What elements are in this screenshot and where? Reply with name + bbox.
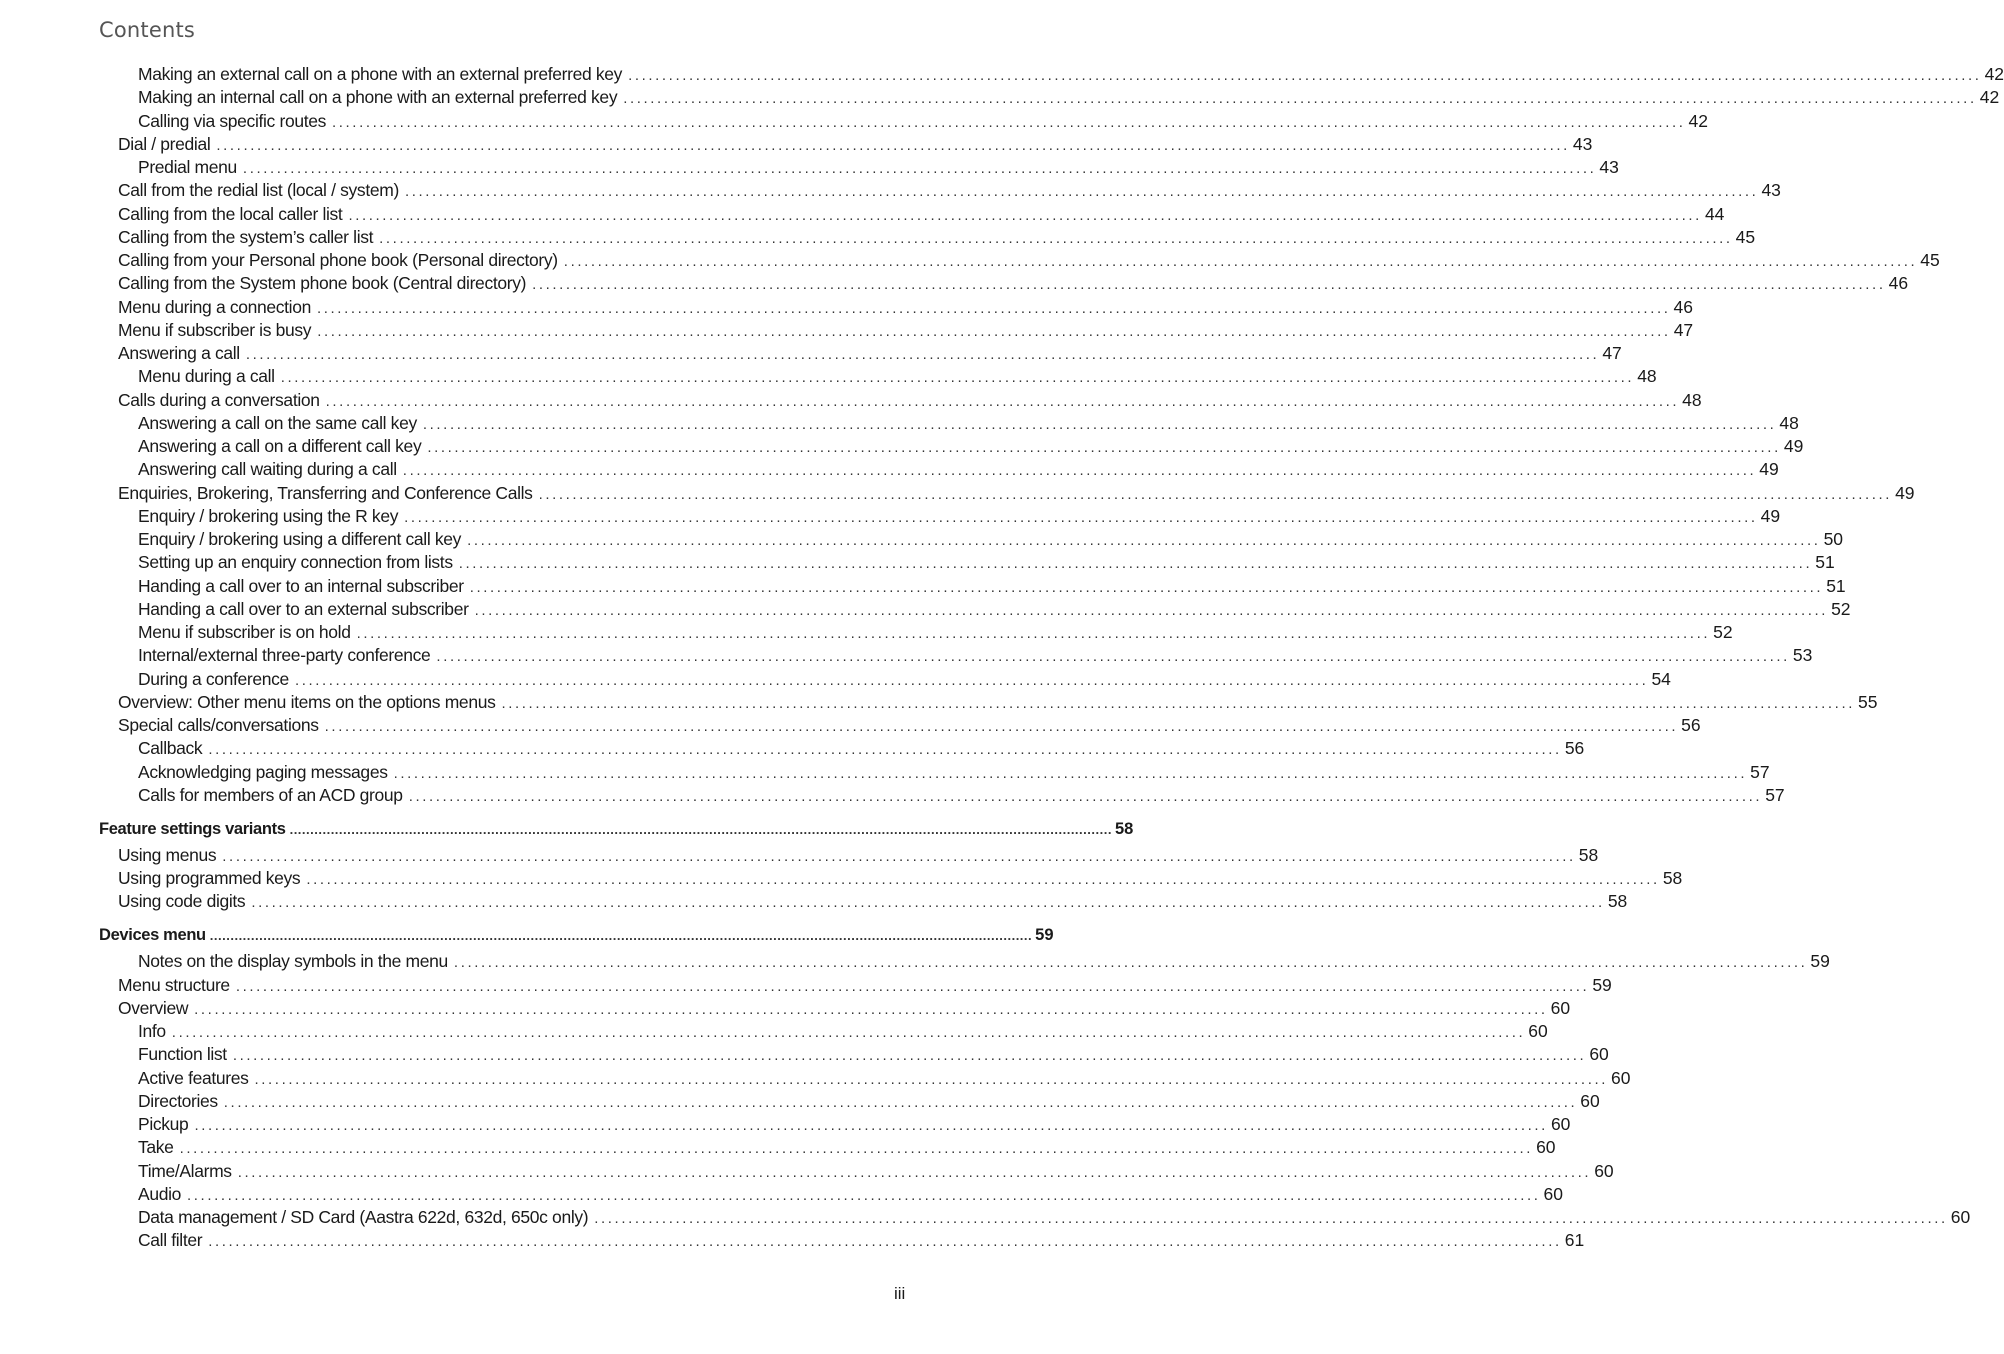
toc-entry-page: 60 <box>1550 997 1571 1018</box>
dot-leader: ........................................................................................................................................................................................................ <box>356 625 1711 642</box>
dot-leader: ........................................................................................................................................................................................................ <box>208 1233 1562 1251</box>
toc-entry-page: 43 <box>1599 157 1619 177</box>
dot-leader: ........................................................................................................................................................................................................ <box>194 1000 1548 1018</box>
toc-entry[interactable] <box>0 621 1733 644</box>
toc-entry-page: 58 <box>1578 844 1599 865</box>
dot-leader: ........................................................................................................................................................................................................ <box>332 113 1686 131</box>
toc-entry[interactable] <box>0 110 1708 133</box>
dot-leader: ........................................................................................................................................................................................................ <box>187 1186 1541 1204</box>
toc-entry-page: 59 <box>1592 974 1612 995</box>
toc-entry[interactable] <box>0 365 1657 388</box>
toc-entry-label: Overview: Other menu items on the options menus <box>118 691 496 712</box>
toc-entry-label: Notes on the display symbols in the menu <box>138 951 448 972</box>
toc-entry-page: 56 <box>1681 715 1701 735</box>
toc-entry-page: 48 <box>1779 412 1799 433</box>
toc-entry-label: Menu structure <box>118 974 230 995</box>
toc-entry[interactable] <box>0 412 1799 435</box>
toc-entry-label: Special calls/conversations <box>118 715 319 735</box>
dot-leader: ........................................................................................................................................................................................................ <box>306 871 1660 888</box>
toc-entry[interactable] <box>0 1160 1614 1183</box>
toc-entry-label: Predial menu <box>138 157 237 177</box>
toc-entry-label: Answering a call <box>118 343 240 363</box>
dot-leader: ........................................................................................................................................................................................................ <box>325 392 1680 410</box>
toc-entry-label: Enquiries, Brokering, Transferring and Conference Calls <box>118 482 533 503</box>
toc-entry-label: During a conference <box>138 668 289 689</box>
toc-entry-page: 47 <box>1602 343 1622 363</box>
dot-leader: ........................................................................................................................................................................................................ <box>436 648 1790 666</box>
dot-leader: ........................................................................................................................................................................................................ <box>404 183 1759 201</box>
toc-entry-page: 60 <box>1543 1183 1563 1204</box>
toc-entry-label: Calls for members of an ACD group <box>138 784 403 805</box>
toc-entry-page: 60 <box>1580 1090 1600 1111</box>
toc-entry-page: 57 <box>1750 761 1770 782</box>
toc-entry-page: 60 <box>1611 1067 1631 1088</box>
toc-group <box>0 844 1683 914</box>
dot-leader: ........................................................................................................................................................................................................ <box>563 253 1918 270</box>
toc-entry-page: 60 <box>1528 1021 1548 1041</box>
toc-entry-page: 58 <box>1662 868 1683 888</box>
toc-entry-label: Call from the redial list (local / system) <box>118 180 399 201</box>
dot-leader: ........................................................................................................................................................................................................ <box>628 67 1982 84</box>
toc-entry[interactable] <box>0 482 1915 505</box>
toc-entry[interactable] <box>0 86 2000 109</box>
dot-leader: ........................................................................................................................................................................................................ <box>289 821 1112 837</box>
toc-entry-label: Calls during a conversation <box>118 389 320 410</box>
toc-entry-page: 60 <box>1594 1160 1614 1181</box>
dot-leader: ........................................................................................................................................................................................................ <box>223 1093 1578 1111</box>
dot-leader: ........................................................................................................................................................................................................ <box>408 787 1763 805</box>
dot-leader: ........................................................................................................................................................................................................ <box>623 90 1977 108</box>
toc-entry-page: 54 <box>1651 668 1671 689</box>
dot-leader: ........................................................................................................................................................................................................ <box>171 1024 1526 1041</box>
toc-entry-label: Enquiry / brokering using the R key <box>138 505 399 526</box>
toc-entry-label: Menu if subscriber is on hold <box>138 622 351 642</box>
toc-entry[interactable] <box>0 974 1612 997</box>
toc-entry-page: 56 <box>1564 738 1585 759</box>
toc-entry-page: 47 <box>1673 319 1694 340</box>
toc-entry-page: 48 <box>1682 389 1702 410</box>
toc-section-heading[interactable] <box>0 924 1054 947</box>
toc-entry-label: Calling from the System phone book (Central directory) <box>118 273 527 294</box>
toc-entry-label: Audio <box>138 1183 182 1204</box>
toc-entry-page: 53 <box>1792 645 1813 666</box>
toc-entry[interactable] <box>0 668 1671 691</box>
spacer <box>0 914 954 925</box>
toc-entry-label: Setting up an enquiry connection from lists <box>138 552 453 573</box>
dot-leader: ........................................................................................................................................................................................................ <box>348 206 1702 224</box>
toc-entry-page: 61 <box>1564 1230 1585 1251</box>
toc-section-page: 58 <box>1114 819 1134 838</box>
toc-entry-label: Acknowledging paging messages <box>138 761 388 782</box>
toc-entry-page: 49 <box>1783 436 1804 456</box>
toc-entry-label: Call filter <box>138 1230 203 1251</box>
toc-entry-page: 59 <box>1810 951 1830 972</box>
dot-leader: ........................................................................................................................................................................................................ <box>427 439 1781 456</box>
toc-entry-label: Take <box>138 1137 174 1158</box>
toc-entry[interactable] <box>0 296 1693 319</box>
toc-entry-label: Enquiry / brokering using a different call key <box>138 529 462 549</box>
toc-entry-page: 48 <box>1637 366 1657 387</box>
toc-entry[interactable] <box>0 226 1756 249</box>
toc-entry[interactable] <box>0 458 1779 481</box>
toc-entry-page: 57 <box>1765 784 1785 805</box>
toc-entry[interactable] <box>0 691 1878 714</box>
table-of-contents <box>0 63 2004 1253</box>
dot-leader: ........................................................................................................................................................................................................ <box>467 532 1821 549</box>
toc-entry[interactable] <box>0 505 1781 528</box>
toc-entry-page: 60 <box>1589 1044 1609 1065</box>
dot-leader: ........................................................................................................................................................................................................ <box>294 671 1649 689</box>
toc-entry-label: Handing a call over to an internal subscriber <box>138 575 464 596</box>
dot-leader: ........................................................................................................................................................................................................ <box>237 1163 1592 1181</box>
toc-entry-page: 60 <box>1536 1137 1556 1158</box>
toc-entry-page: 42 <box>1979 87 2000 108</box>
dot-leader: ........................................................................................................................................................................................................ <box>538 485 1893 503</box>
toc-entry[interactable] <box>0 435 1804 458</box>
toc-group <box>0 63 2004 807</box>
dot-leader: ........................................................................................................................................................................................................ <box>209 928 1033 943</box>
toc-entry-page: 44 <box>1704 203 1725 224</box>
toc-entry[interactable] <box>0 867 1683 890</box>
toc-section-label: Devices menu <box>99 926 206 944</box>
toc-entry-label: Time/Alarms <box>138 1160 232 1181</box>
dot-leader: ........................................................................................................................................................................................................ <box>474 601 1829 619</box>
toc-entry-page: 49 <box>1895 482 1915 503</box>
toc-entry-page: 55 <box>1857 691 1878 712</box>
toc-entry[interactable] <box>0 598 1851 621</box>
toc-entry[interactable] <box>0 389 1702 412</box>
dot-leader: ........................................................................................................................................................................................................ <box>404 508 1758 526</box>
toc-entry-label: Info <box>138 1021 166 1041</box>
toc-entry-label: Answering call waiting during a call <box>138 459 397 480</box>
dot-leader: ........................................................................................................................................................................................................ <box>317 299 1671 317</box>
toc-entry[interactable] <box>0 890 1628 913</box>
toc-entry[interactable] <box>0 761 1770 784</box>
toc-entry-page: 46 <box>1673 296 1693 317</box>
toc-entry[interactable] <box>0 1090 1600 1113</box>
toc-entry[interactable] <box>0 272 1909 295</box>
toc-entry-page: 52 <box>1831 598 1851 619</box>
toc-entry-page: 51 <box>1826 575 1846 596</box>
dot-leader: ........................................................................................................................................................................................................ <box>469 578 1824 596</box>
toc-entry[interactable] <box>0 133 1593 156</box>
dot-leader: ........................................................................................................................................................................................................ <box>235 977 1590 995</box>
dot-leader: ........................................................................................................................................................................................................ <box>317 322 1671 340</box>
toc-entry-page: 42 <box>1688 110 1708 131</box>
toc-entry[interactable] <box>0 63 2004 86</box>
toc-entry[interactable] <box>0 203 1725 226</box>
dot-leader: ........................................................................................................................................................................................................ <box>242 160 1597 177</box>
toc-entry-label: Answering a call on a different call key <box>138 436 422 456</box>
toc-entry-page: 49 <box>1760 505 1781 526</box>
toc-entry-label: Calling via specific routes <box>138 110 326 131</box>
dot-leader: ........................................................................................................................................................................................................ <box>194 1117 1548 1134</box>
toc-entry-label: Using programmed keys <box>118 868 301 888</box>
toc-entry-label: Menu during a connection <box>118 296 311 317</box>
toc-entry-page: 46 <box>1888 273 1909 294</box>
toc-entry[interactable] <box>0 1229 1585 1252</box>
dot-leader: ........................................................................................................................................................................................................ <box>532 276 1886 294</box>
dot-leader: ........................................................................................................................................................................................................ <box>422 415 1777 433</box>
dot-leader: ........................................................................................................................................................................................................ <box>594 1210 1948 1227</box>
toc-entry-page: 52 <box>1713 622 1733 642</box>
toc-entry[interactable] <box>0 1136 1556 1159</box>
toc-entry[interactable] <box>0 319 1694 342</box>
toc-entry-label: Internal/external three-party conference <box>138 645 431 666</box>
toc-entry-label: Pickup <box>138 1114 189 1134</box>
toc-entry[interactable] <box>0 844 1599 867</box>
toc-entry-label: Handing a call over to an external subscriber <box>138 598 469 619</box>
toc-section-label: Feature settings variants <box>99 819 286 838</box>
toc-entry[interactable] <box>0 249 1940 272</box>
dot-leader: ........................................................................................................................................................................................................ <box>324 718 1679 735</box>
toc-entry[interactable] <box>0 1206 1971 1229</box>
toc-entry-page: 60 <box>1550 1114 1571 1134</box>
toc-entry-page: 43 <box>1761 180 1781 201</box>
toc-entry[interactable] <box>0 528 1844 551</box>
toc-entry-label: Overview <box>118 997 189 1018</box>
toc-entry-label: Data management / SD Card (Aastra 622d, 632d, 650c only) <box>138 1207 589 1227</box>
toc-entry-label: Directories <box>138 1090 218 1111</box>
dot-leader: ........................................................................................................................................................................................................ <box>251 894 1605 912</box>
toc-entry[interactable] <box>0 950 1830 973</box>
dot-leader: ........................................................................................................................................................................................................ <box>245 346 1600 363</box>
toc-section-heading[interactable] <box>0 818 1134 841</box>
toc-entry-label: Using code digits <box>118 891 246 912</box>
dot-leader: ........................................................................................................................................................................................................ <box>453 954 1808 972</box>
toc-entry[interactable] <box>0 156 1619 179</box>
toc-entry[interactable] <box>0 784 1785 807</box>
toc-entry-page: 42 <box>1984 64 2004 84</box>
toc-entry[interactable] <box>0 575 1846 598</box>
toc-entry[interactable] <box>0 179 1781 202</box>
toc-entry-page: 60 <box>1950 1207 1971 1227</box>
toc-entry-label: Calling from your Personal phone book (Personal directory) <box>118 250 558 270</box>
dot-leader: ........................................................................................................................................................................................................ <box>232 1047 1587 1065</box>
toc-entry[interactable] <box>0 737 1585 760</box>
toc-entry-page: 50 <box>1823 529 1844 549</box>
toc-entry-label: Menu if subscriber is busy <box>118 319 312 340</box>
dot-leader: ........................................................................................................................................................................................................ <box>379 229 1733 247</box>
toc-entry-label: Calling from the local caller list <box>118 203 343 224</box>
toc-entry[interactable] <box>0 1067 1631 1090</box>
page-header-title: Contents <box>99 18 196 42</box>
toc-entry[interactable] <box>0 1020 1548 1043</box>
toc-entry-label: Calling from the system’s caller list <box>118 226 374 247</box>
dot-leader: ........................................................................................................................................................................................................ <box>216 136 1570 154</box>
dot-leader: ........................................................................................................................................................................................................ <box>208 741 1562 759</box>
toc-entry-label: Callback <box>138 738 203 759</box>
toc-entry-page: 51 <box>1815 552 1835 573</box>
dot-leader: ........................................................................................................................................................................................................ <box>402 462 1757 480</box>
page-number: iii <box>894 1284 906 1303</box>
dot-leader: ........................................................................................................................................................................................................ <box>254 1070 1608 1088</box>
toc-entry-label: Dial / predial <box>118 133 211 154</box>
toc-entry-page: 58 <box>1607 891 1628 912</box>
dot-leader: ........................................................................................................................................................................................................ <box>179 1140 1534 1158</box>
toc-entry-page: 45 <box>1735 226 1756 247</box>
toc-entry-label: Answering a call on the same call key <box>138 412 417 433</box>
toc-entry-label: Menu during a call <box>138 366 275 387</box>
toc-section-page: 59 <box>1035 926 1054 944</box>
dot-leader: ........................................................................................................................................................................................................ <box>393 764 1748 782</box>
toc-entry-label: Making an internal call on a phone with an external preferred key <box>138 87 618 108</box>
toc-group <box>0 950 1971 1252</box>
toc-entry-page: 45 <box>1920 250 1940 270</box>
dot-leader: ........................................................................................................................................................................................................ <box>458 555 1813 573</box>
toc-entry[interactable] <box>0 551 1835 574</box>
toc-entry[interactable] <box>0 1043 1609 1066</box>
toc-entry-label: Using menus <box>118 844 217 865</box>
toc-entry[interactable] <box>0 1113 1571 1136</box>
toc-entry-label: Function list <box>138 1044 227 1065</box>
spacer <box>0 807 954 818</box>
toc-entry[interactable] <box>0 1183 1563 1206</box>
toc-entry[interactable] <box>0 997 1571 1020</box>
toc-entry-label: Active features <box>138 1067 249 1088</box>
toc-entry-label: Making an external call on a phone with an external preferred key <box>138 64 623 84</box>
toc-entry[interactable] <box>0 714 1701 737</box>
toc-entry[interactable] <box>0 342 1622 365</box>
toc-entry-page: 49 <box>1759 459 1779 480</box>
dot-leader: ........................................................................................................................................................................................................ <box>222 847 1576 865</box>
dot-leader: ........................................................................................................................................................................................................ <box>501 694 1855 712</box>
toc-entry-page: 43 <box>1572 133 1593 154</box>
dot-leader: ........................................................................................................................................................................................................ <box>280 369 1635 387</box>
toc-entry[interactable] <box>0 644 1813 667</box>
